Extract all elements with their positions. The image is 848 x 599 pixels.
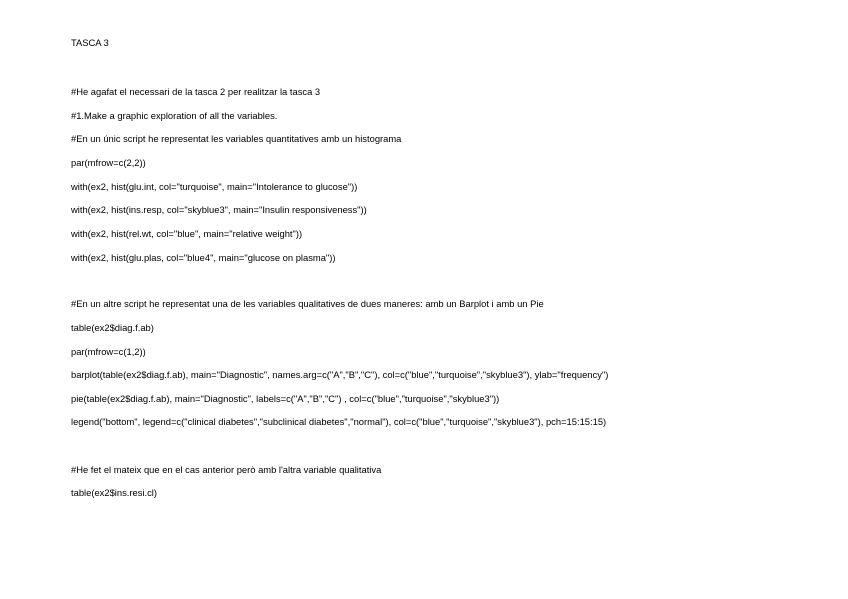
code-line: par(mfrow=c(2,2)) bbox=[71, 157, 146, 168]
code-line: with(ex2, hist(glu.int, col="turquoise", main="Intolerance to glucose")) bbox=[71, 181, 358, 192]
code-line: barplot(table(ex2$diag.f.ab), main="Diagnostic", names.arg=c("A","B","C"), col=c("blue","turquoise","skyblue3"), ylab="frequency") bbox=[71, 369, 609, 380]
comment-line: #He fet el mateix que en el cas anterior però amb l'altra variable qualitativa bbox=[71, 464, 382, 475]
code-line: table(ex2$diag.f.ab) bbox=[71, 322, 154, 333]
comment-line: #He agafat el necessari de la tasca 2 per realitzar la tasca 3 bbox=[71, 86, 321, 97]
document-title: TASCA 3 bbox=[71, 37, 109, 48]
code-line: with(ex2, hist(ins.resp, col="skyblue3", main="Insulin responsiveness")) bbox=[71, 204, 367, 215]
code-line: with(ex2, hist(rel.wt, col="blue", main="relative weight")) bbox=[71, 228, 303, 239]
comment-line: #En un altre script he representat una de les variables qualitatives de dues maneres: amb un Barplot i amb un Pie bbox=[71, 298, 544, 309]
code-line: table(ex2$ins.resi.cl) bbox=[71, 487, 157, 498]
comment-line: #En un únic script he representat les variables quantitatives amb un histograma bbox=[71, 133, 402, 144]
code-line: par(mfrow=c(1,2)) bbox=[71, 346, 146, 357]
code-line: pie(table(ex2$diag.f.ab), main="Diagnostic", labels=c("A","B","C") , col=c("blue","turquoise","skyblue3")) bbox=[71, 393, 500, 404]
code-line: legend("bottom", legend=c("clinical diabetes","subclinical diabetes","normal"), col=c("blue","turquoise","skyblue3"), pch=15:15:15) bbox=[71, 416, 607, 427]
comment-line: #1.Make a graphic exploration of all the variables. bbox=[71, 110, 278, 121]
code-line: with(ex2, hist(glu.plas, col="blue4", main="glucose on plasma")) bbox=[71, 252, 336, 263]
